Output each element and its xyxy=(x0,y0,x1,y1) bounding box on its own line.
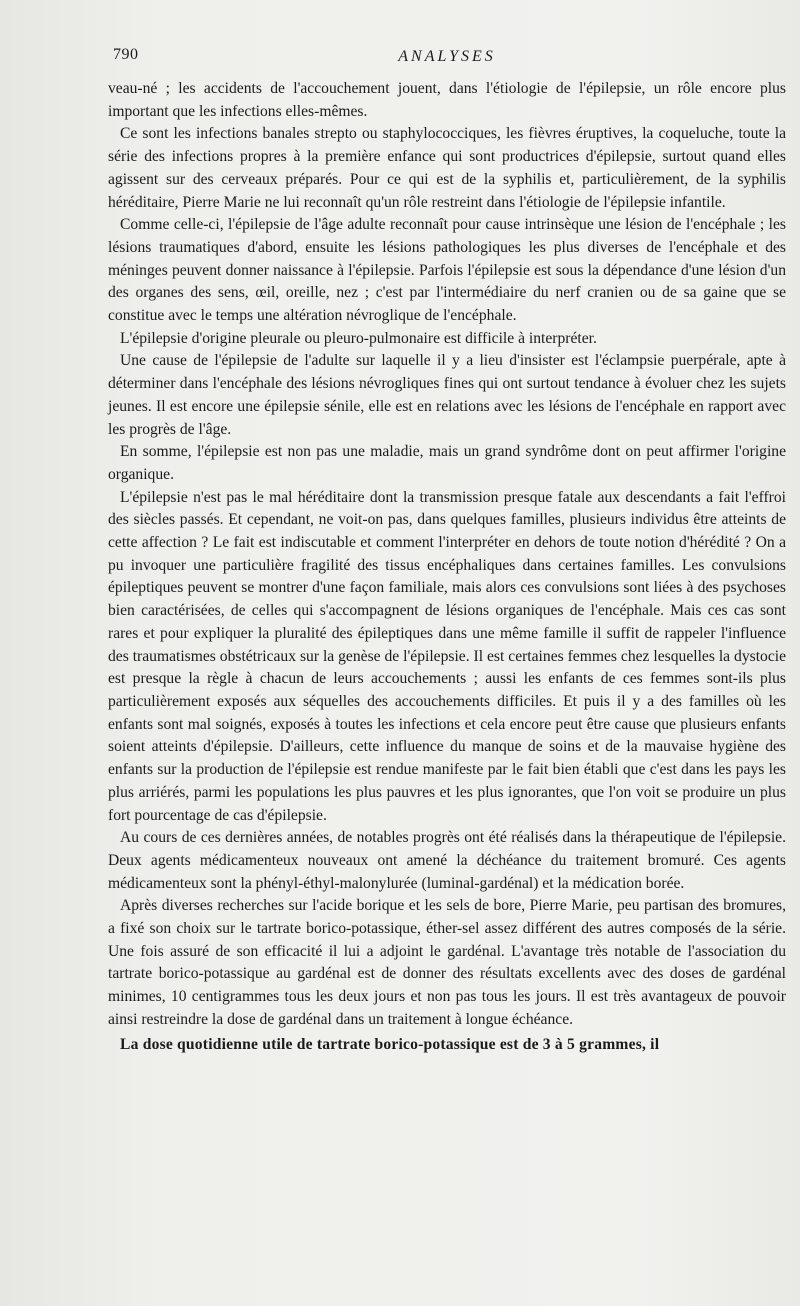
paragraph: Une cause de l'épilepsie de l'adulte sur laquelle il y a lieu d'insister est l'éclampsie puerpérale, apte à déterminer dans l'encéphale des lésions névrogliques fines qui ont surtout tendance à évoluer chez les sujets jeunes. Il est encore une épilepsie sénile, elle est en relations avec les lésions de l'encéphale en rapport avec les progrès de l'âge. xyxy=(108,352,786,438)
paragraph: Après diverses recherches sur l'acide borique et les sels de bore, Pierre Marie, peu partisan des bromures, a fixé son choix sur le tartrate borico-potassique, éther-sel assez différent des autres composés de la série. Une fois assuré de son efficacité il lui a adjoint le gardénal. L'avantage très notable de l'association du tartrate borico-potassique au gardénal est de donner des résultats excellents avec des doses de gardénal minimes, 10 centigrammes tous les deux jours et non pas tous les jours. Il est très avantageux de pouvoir ainsi restreindre la dose de gardénal dans un traitement à longue échéance. xyxy=(108,897,786,1028)
paragraph: L'épilepsie n'est pas le mal héréditaire dont la transmission presque fatale aux descendants a fait l'effroi des siècles passés. Et cependant, ne voit-on pas, dans quelques familles, plusieurs individus être atteints de cette affection ? Le fait est indiscutable et comment l'interpréter en dehors de toute notion d'hérédité ? On a pu invoquer une particulière fragilité des tissus encéphaliques dans certaines familles. Les convulsions épileptiques peuvent se montrer d'une façon familiale, mais alors ces convulsions sont liées à des psychoses bien caractérisées, de celles qui s'accompagnent de lésions organiques de l'encéphale. Mais ces cas sont rares et pour expliquer la pluralité des épileptiques dans une même famille il suffit de rappeler l'influence des traumatismes obstétricaux sur la genèse de l'épilepsie. Il est certaines femmes chez lesquelles la dystocie est presque la règle à chacun de leurs accouchements ; aussi les enfants de ces femmes sont-ils plus particulièrement exposés aux séquelles des accouchements difficiles. Et puis il y a des familles où les enfants sont mal soignés, exposés à toutes les infections et cela encore peut être cause que plusieurs enfants soient atteints d'épilepsie. D'ailleurs, cette influence du manque de soins et de la mauvaise hygiène des enfants sur la production de l'épilepsie est rendue manifeste par le fait bien établi que c'est dans les pays les plus arriérés, parmi les populations les plus pauvres et les plus ignorantes, que l'on voit se produire un plus fort pourcentage de cas d'épilepsie. xyxy=(108,488,786,824)
paragraph: La dose quotidienne utile de tartrate borico-potassique est de 3 à 5 grammes, il xyxy=(120,1035,660,1053)
article-body xyxy=(108,78,786,1056)
paragraph: En somme, l'épilepsie est non pas une maladie, mais un grand syndrôme dont on peut affirmer l'origine organique. xyxy=(108,443,786,483)
paragraph: veau-né ; les accidents de l'accouchement jouent, dans l'étiologie de l'épilepsie, un rôle encore plus important que les infections elles-mêmes. xyxy=(108,80,786,120)
running-title: ANALYSES xyxy=(398,48,496,65)
paragraph: Au cours de ces dernières années, de notables progrès ont été réalisés dans la thérapeutique de l'épilepsie. Deux agents médicamenteux nouveaux ont amené la déchéance du traitement bromuré. Ces agents médicamenteux sont la phényl-éthyl-malonylurée (luminal-gardénal) et la médication borée. xyxy=(108,829,786,892)
page-header xyxy=(108,38,786,78)
paragraph: Comme celle-ci, l'épilepsie de l'âge adulte reconnaît pour cause intrinsèque une lésion de l'encéphale ; les lésions traumatiques d'abord, ensuite les lésions pathologiques les plus diverses de l'encéphale et des méninges peuvent donner naissance à l'épilepsie. Parfois l'épilepsie est sous la dépendance d'une lésion d'un des organes des sens, œil, oreille, nez ; c'est par l'intermédiaire du nerf cranien ou de sa gaine que se constitue avec le temps une altération névroglique de l'encéphale. xyxy=(108,216,786,325)
page-number: 790 xyxy=(113,46,139,63)
paragraph: Ce sont les infections banales strepto ou staphylococciques, les fièvres éruptives, la coqueluche, toute la série des infections propres à la première enfance qui sont productrices d'épilepsie, surtout quand elles agissent sur des cerveaux préparés. Pour ce qui est de la syphilis et, particulièrement, de la syphilis héréditaire, Pierre Marie ne lui reconnaît qu'un rôle restreint dans l'étiologie de l'épilepsie infantile. xyxy=(108,125,786,211)
paragraph: L'épilepsie d'origine pleurale ou pleuro-pulmonaire est difficile à interpréter. xyxy=(120,329,597,347)
